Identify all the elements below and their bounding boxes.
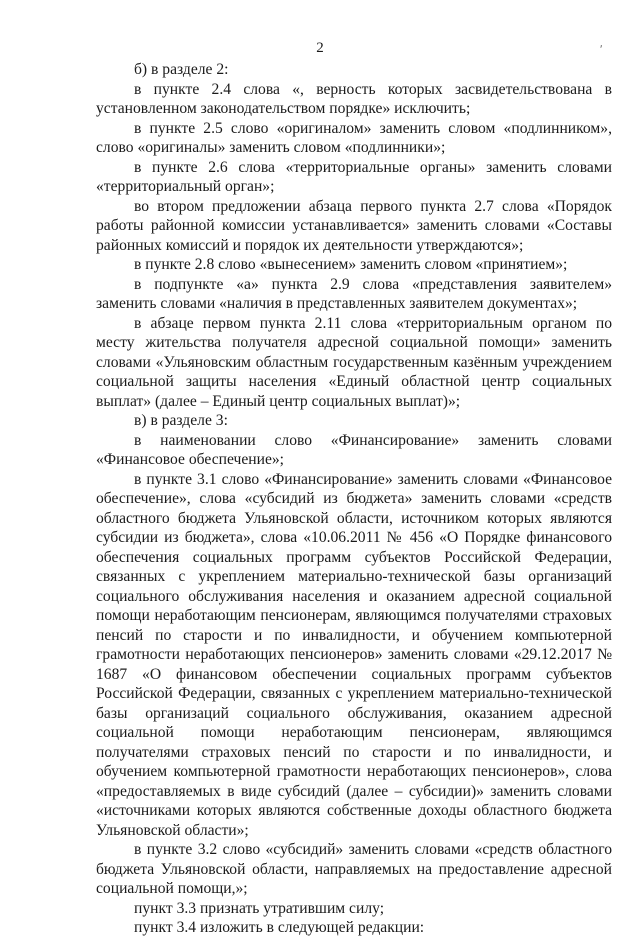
paragraph: в пункте 3.2 слово «субсидий» заменить словами «средств областного бюджета Ульяновской области, направляемых на предоставление адресной социальной помощи,»; [96,841,612,897]
page-number: 2 [316,40,324,56]
paragraph: в пункте 2.4 слова «, верность которых засвидетельствована в установленном законодательством порядке» исключить; [96,80,612,117]
paragraph: в пункте 2.5 слово «оригиналом» заменить словом «подлинником», слово «оригиналы» заменить словом «подлинники»; [96,119,612,156]
paragraph: в подпункте «а» пункта 2.9 слова «представления заявителем» заменить словами «наличия в представленных заявителем документах»; [96,275,612,312]
paragraph: в пункте 2.8 слово «вынесением» заменить словом «принятием»; [134,256,568,273]
paragraph: б) в разделе 2: [134,61,229,78]
paragraph: в пункте 2.6 слова «территориальные органы» заменить словами «территориальный орган»; [96,158,612,195]
paragraph: в абзаце первом пункта 2.11 слова «территориальным органом по месту жительства получателя адресной социальной помощи» заменить словами «Ульяновским областным государственным казённым учреждением социальной защиты населения «Единый областной центр социальных выплат» (далее – Единый центр социальных выплат)»; [96,314,612,410]
paragraph: пункт 3.3 признать утратившим силу; [134,899,385,917]
margin-mark: ʹ [600,42,603,56]
paragraph: в пункте 3.1 слово «Финансирование» заменить словами «Финансовое обеспечение», слова «субсидий из бюджета» заменить словами «средств областного бюджета Ульяновской области, источником которых являются субсидии из бюджета», слова «10.06.2011 № 456 «О Порядке финансового обеспечения социальных программ субъектов Российской Федерации, связанных с укреплением материально-технической базы организаций социального обслуживания населения и оказанием адресной социальной помощи неработающим пенсионерам, являющимся получателями страховых пенсий по старости и по инвалидности, и обучением компьютерной грамотности неработающих пенсионеров» заменить словами «29.12.2017 № 1687 «О финансовом обеспечении социальных программ субъектов Российской Федерации, связанных с укреплением материально-технической базы организаций социального обслуживания, оказанием адресной социальной помощи неработающим пенсионерам, являющимся получателями страховых пенсий по старости и по инвалидности, и обучением компьютерной грамотности неработающих пенсионеров», слова «предоставляемых в виде субсидий (далее – субсидии)» заменить словами «источниками которых являются собственные доходы областного бюджета Ульяновской области»; [96,470,612,839]
paragraph: в) в разделе 3: [134,412,228,429]
paragraph: во втором предложении абзаца первого пункта 2.7 слова «Порядок работы районной комиссии устанавливается» заменить словами «Составы районных комиссий и порядок их деятельности утверждаются»; [96,197,612,254]
document-body [96,60,612,938]
paragraph: в наименовании слово «Финансирование» заменить словами «Финансовое обеспечение»; [96,431,612,468]
paragraph: пункт 3.4 изложить в следующей редакции: [134,919,425,936]
